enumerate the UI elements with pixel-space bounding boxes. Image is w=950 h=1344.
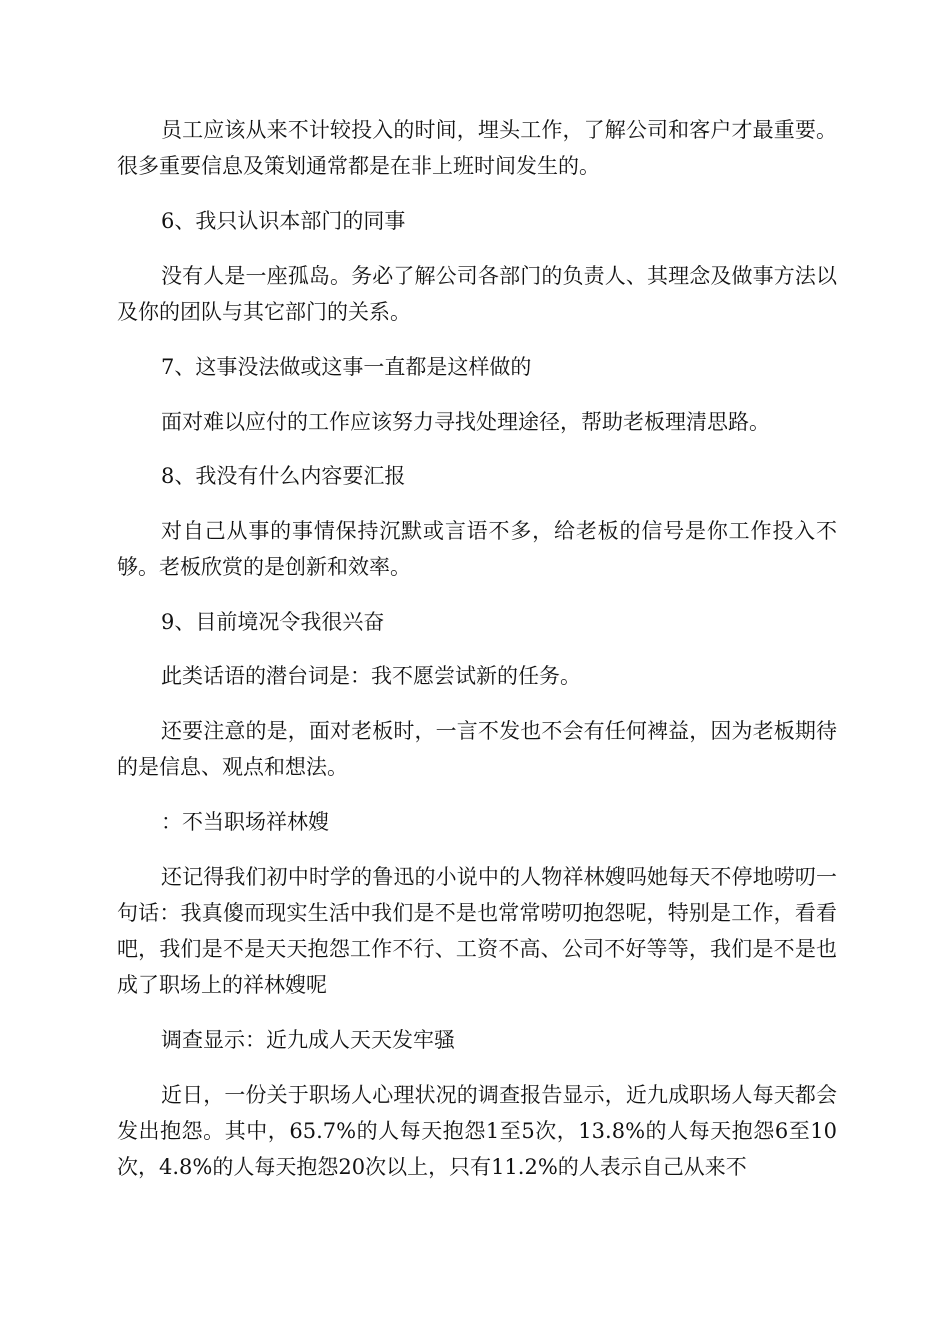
paragraph-attention: 还要注意的是，面对老板时，一言不发也不会有任何裨益，因为老板期待的是信息、观点和想法。 [117, 719, 837, 779]
paragraph-overtime: 员工应该从来不计较投入的时间，埋头工作，了解公司和客户才最重要。很多重要信息及策划通常都是在非上班时间发生的。 [117, 118, 837, 178]
paragraph-solutions: 面对难以应付的工作应该努力寻找处理途径，帮助老板理清思路。 [161, 410, 770, 434]
heading-item-6: 6、我只认识本部门的同事 [161, 209, 406, 233]
paragraph-survey-results: 近日，一份关于职场人心理状况的调查报告显示，近九成职场人每天都会发出抱怨。其中，65.7%的人每天抱怨1至5次，13.8%的人每天抱怨6至10次，4.8%的人每天抱怨20次以上，只有11.2%的人表示自己从来不 [117, 1083, 837, 1179]
paragraph-xianglin-sao: 还记得我们初中时学的鲁迅的小说中的人物祥林嫂吗她每天不停地唠叨一句话：我真傻而现实生活中我们是不是也常常唠叨抱怨呢，特别是工作，看看吧，我们是不是天天抱怨工作不行、工资不高、公司不好等等，我们是不是也成了职场上的祥林嫂呢 [117, 865, 837, 997]
heading-item-7: 7、这事没法做或这事一直都是这样做的 [161, 355, 532, 379]
paragraph-reporting: 对自己从事的事情保持沉默或言语不多，给老板的信号是你工作投入不够。老板欣赏的是创新和效率。 [117, 519, 837, 579]
heading-survey: 调查显示：近九成人天天发牢骚 [161, 1028, 455, 1052]
heading-item-8: 8、我没有什么内容要汇报 [161, 464, 406, 488]
section-heading-complaining: ：不当职场祥林嫂 [161, 810, 329, 834]
paragraph-departments: 没有人是一座孤岛。务必了解公司各部门的负责人、其理念及做事方法以及你的团队与其它部门的关系。 [117, 264, 837, 324]
paragraph-subtext: 此类话语的潜台词是：我不愿尝试新的任务。 [161, 664, 581, 688]
heading-item-9: 9、目前境况令我很兴奋 [161, 610, 385, 634]
